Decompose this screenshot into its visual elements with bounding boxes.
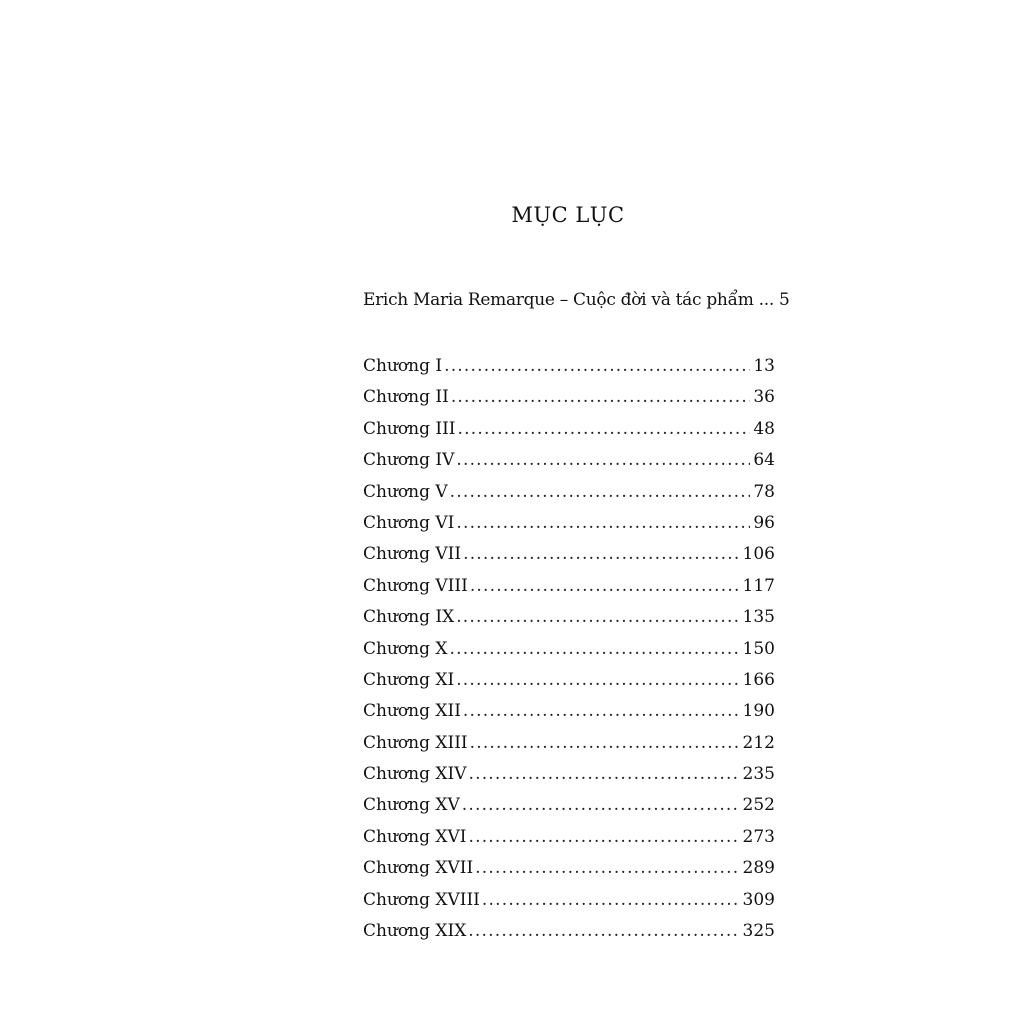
dot-leader [463, 542, 739, 566]
chapter-label: Chương XV [363, 795, 460, 816]
table-of-contents [363, 354, 775, 950]
page-number: 309 [742, 889, 775, 910]
dot-leader [468, 762, 739, 786]
dot-leader [468, 825, 739, 849]
chapter-label: Chương XII [363, 701, 461, 722]
dot-leader [475, 856, 739, 880]
chapter-label: Chương V [363, 481, 448, 502]
dot-leader [482, 888, 740, 912]
chapter-label: Chương X [363, 638, 448, 659]
chapter-label: Chương XIII [363, 732, 468, 753]
dot-leader [456, 511, 750, 535]
page-title: MỤC LỤC [511, 203, 625, 227]
toc-entry [363, 668, 775, 699]
dot-leader [470, 574, 740, 598]
chapter-label: Chương II [363, 387, 449, 408]
toc-entry [363, 731, 775, 762]
dot-leader [449, 637, 739, 661]
dot-leader [458, 417, 751, 441]
page-number: 13 [753, 356, 775, 376]
page-number: 96 [753, 512, 775, 533]
page-number: 325 [742, 921, 775, 942]
toc-entry [363, 793, 775, 824]
toc-entry [363, 448, 775, 479]
dot-leader [456, 448, 750, 472]
toc-entry [363, 605, 775, 636]
page-number: 273 [742, 826, 775, 847]
toc-entry [363, 762, 775, 793]
toc-entry [363, 417, 775, 448]
toc-entry [363, 542, 775, 573]
page-number: 289 [742, 858, 775, 879]
chapter-label: Chương XIX [363, 921, 467, 942]
page-number: 48 [753, 418, 775, 439]
chapter-label: Chương I [363, 356, 443, 376]
dot-leader [456, 668, 739, 692]
toc-entry [363, 574, 775, 605]
chapter-label: Chương XVII [363, 858, 474, 879]
dot-leader [451, 385, 751, 409]
chapter-label: Chương IX [363, 607, 455, 628]
chapter-label: Chương VII [363, 544, 462, 565]
page-number: 135 [742, 607, 775, 628]
page-number: 166 [742, 669, 775, 690]
page-number: 78 [753, 481, 775, 502]
page-number: 212 [742, 732, 775, 753]
toc-entry [363, 385, 775, 416]
dot-leader [444, 354, 750, 378]
toc-entry [363, 699, 775, 730]
chapter-label: Chương IV [363, 450, 455, 471]
page-number: 36 [753, 387, 775, 408]
dot-leader [456, 605, 739, 629]
toc-entry [363, 856, 775, 887]
toc-entry [363, 888, 775, 919]
dot-leader [468, 919, 739, 943]
chapter-label: Chương XIV [363, 764, 467, 785]
chapter-label: Chương VIII [363, 575, 468, 596]
page-number: 64 [753, 450, 775, 471]
intro-entry: Erich Maria Remarque – Cuộc đời và tác phẩm ... 5 [363, 290, 790, 310]
page-number: 106 [742, 544, 775, 565]
page-number: 150 [742, 638, 775, 659]
toc-entry [363, 637, 775, 668]
dot-leader [463, 699, 740, 723]
chapter-label: Chương XVI [363, 826, 467, 847]
chapter-label: Chương XVIII [363, 889, 480, 910]
chapter-label: Chương III [363, 418, 456, 439]
toc-entry [363, 919, 775, 950]
toc-entry [363, 480, 775, 511]
toc-entry [363, 354, 775, 385]
chapter-label: Chương VI [363, 512, 455, 533]
dot-leader [462, 793, 740, 817]
page-number: 190 [742, 701, 775, 722]
dot-leader [470, 731, 740, 755]
page-number: 252 [742, 795, 775, 816]
toc-entry [363, 825, 775, 856]
toc-entry [363, 511, 775, 542]
page-number: 117 [742, 575, 775, 596]
chapter-label: Chương XI [363, 669, 455, 690]
page-number: 235 [742, 764, 775, 785]
dot-leader [450, 480, 751, 504]
